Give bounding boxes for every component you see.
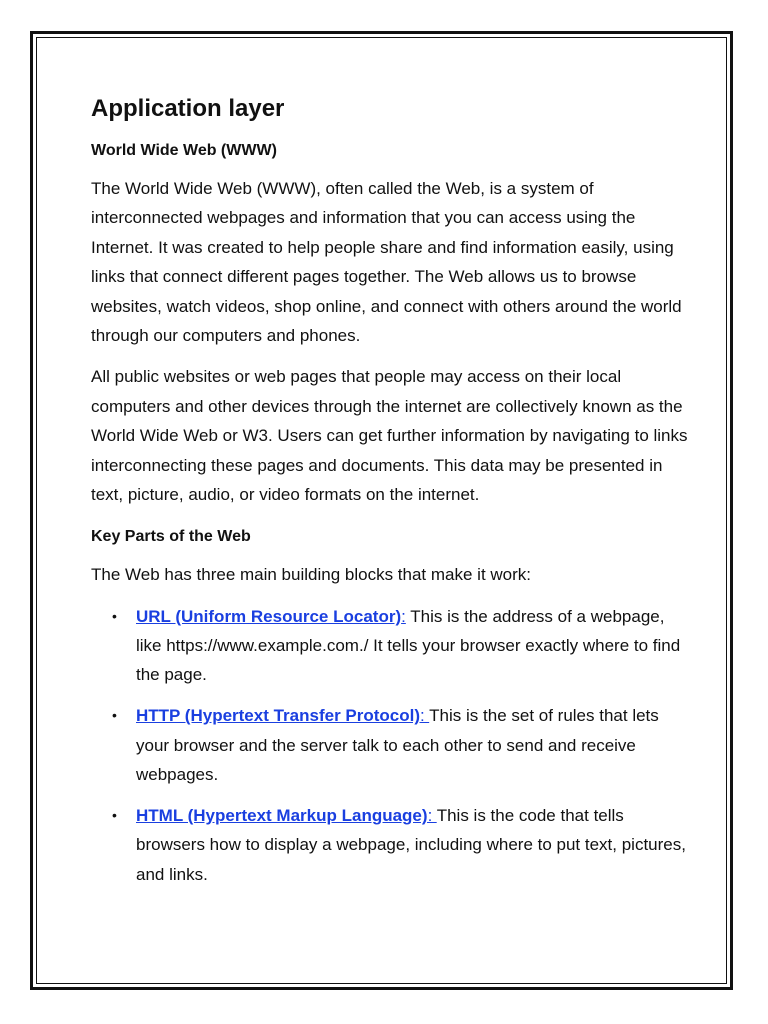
link-html-colon[interactable]: : [427, 806, 437, 826]
bullet-icon: • [112, 607, 117, 624]
list-item-url-text: This is the address of a webpage, like https://www.example.com./ It tells your browser exactly where to find the page. [136, 606, 681, 685]
list-item-url [91, 602, 691, 690]
link-html-term[interactable]: HTML (Hypertext Markup Language) [136, 806, 428, 826]
link-http-colon[interactable]: : [420, 706, 430, 726]
list-item-http-text: This is the set of rules that lets your browser and the server talk to each other to send and receive webpages. [136, 706, 659, 784]
section-heading-www: World Wide Web (WWW) [91, 142, 277, 159]
list-item-html-text: This is the code that tells browsers how to display a webpage, including where to put text, pictures, and links. [136, 806, 686, 884]
bullet-icon: • [112, 707, 117, 724]
section-heading-key-parts: Key Parts of the Web [91, 528, 251, 546]
list-item-html [91, 801, 691, 889]
link-url-colon[interactable]: : [401, 606, 406, 626]
page-title: Application layer [91, 95, 285, 122]
document-content [91, 93, 691, 901]
paragraph-www-intro: The World Wide Web (WWW), often called the Web, is a system of interconnected webpages and information that you can access using the Internet. It was created to help people share and find information easily, using links that connect different pages together. The Web allows us to browse websites, watch videos, shop online, and connect with others around the world through our computers and phones. [91, 179, 682, 346]
key-parts-list [91, 602, 691, 889]
list-item-http [91, 701, 691, 789]
link-url-term[interactable]: URL (Uniform Resource Locator) [136, 606, 402, 626]
link-http-term[interactable]: HTTP (Hypertext Transfer Protocol) [136, 706, 421, 726]
paragraph-www-public: All public websites or web pages that people may access on their local computers and other devices through the internet are collectively known as the World Wide Web or W3. Users can get further information by navigating to links interconnecting these pages and documents. This data may be presented in text, picture, audio, or video formats on the internet. [91, 367, 688, 505]
bullet-icon: • [112, 807, 117, 824]
paragraph-building-blocks: The Web has three main building blocks that make it work: [91, 565, 532, 585]
